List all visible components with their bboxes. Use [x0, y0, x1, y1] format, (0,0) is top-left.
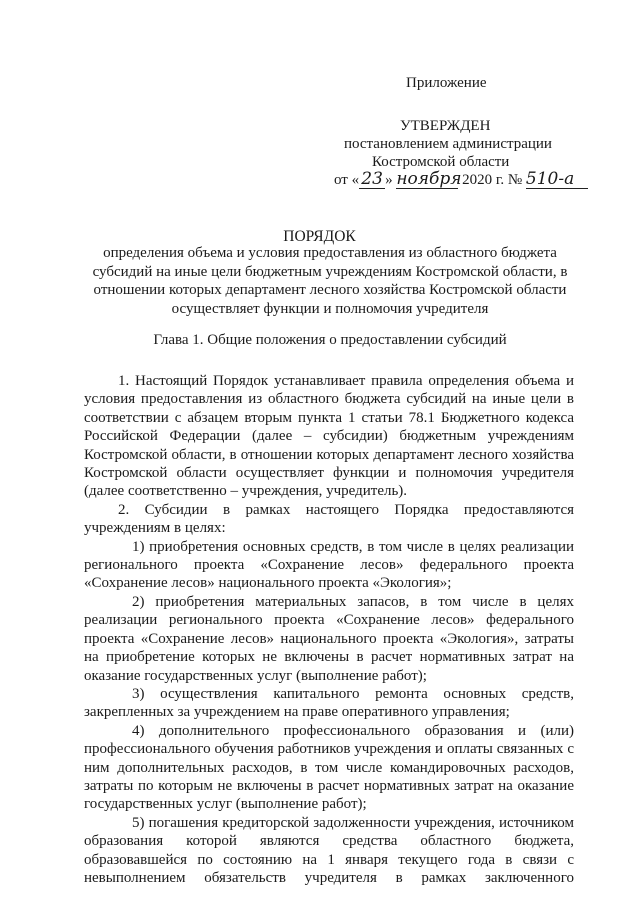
handwritten-month: ноября [396, 169, 462, 189]
list-item: 3) осуществления капитального ремонта основных средств, закрепленных за учреждением на праве оперативного управления; [84, 685, 574, 721]
year-text: 2020 г. № [462, 172, 523, 188]
approval-line-2: Костромской области [372, 154, 510, 170]
handwritten-day: 23 [359, 171, 385, 189]
list-item: 2) приобретения материальных запасов, в том числе в целях реализации регионального проекта «Сохранение лесов» федерального проекта «Сохранение лесов» национального проекта «Экология», затраты на приобретение которых не включены в расчет нормативных затрат на оказание государственных услуг (выполнение работ); [84, 593, 574, 684]
list-item: 1) приобретения основных средств, в том числе в целях реализации регионального проекта «Сохранение лесов» федерального проекта «Сохранение лесов» национального проекта «Экология»; [84, 538, 574, 592]
list-item: 5) погашения кредиторской задолженности учреждения, источником образования которой являются средства областного бюджета, образовавшейся по состоянию на 1 января текущего года в связи с невыполнением обязательств учредителя в рамках заключенного [84, 814, 574, 886]
approved-label: УТВЕРЖДЕН [400, 118, 491, 134]
date-prefix: от « [334, 172, 360, 188]
subtitle-line: определения объема и условия предоставления из областного бюджета [103, 245, 557, 261]
approval-line-1: постановлением администрации [344, 136, 552, 152]
document-title: ПОРЯДОК [283, 228, 356, 245]
approval-date-line [334, 171, 588, 189]
paragraph: 2. Субсидии в рамках настоящего Порядка предоставляются учреждениям в целях: [84, 501, 574, 537]
subtitle-line: отношении которых департамент лесного хозяйства Костромской области [93, 282, 567, 298]
quote-close: » [385, 172, 393, 188]
appendix-label: Приложение [406, 75, 487, 91]
list-item: 4) дополнительного профессионального образования и (или) профессионального обучения работников учреждения и оплаты связанных с ним дополнительных расходов, в том числе командировочных расходов, затраты по которым не включены в расчет нормативных затрат на оказание государственных услуг (выполнение работ); [84, 722, 574, 813]
subtitle-line: субсидий на иные цели бюджетным учреждениям Костромской области, в [92, 263, 568, 280]
chapter-heading: Глава 1. Общие положения о предоставлении субсидий [153, 332, 507, 348]
subtitle-line: осуществляет функции и полномочия учредителя [171, 300, 489, 317]
paragraph: 1. Настоящий Порядок устанавливает правила определения объема и условия предоставления из областного бюджета субсидий на иные цели в соответствии с абзацем вторым пункта 1 статьи 78.1 Бюджетного кодекса Российской Федерации (далее – субсидии) бюджетным учреждениям Костромской области, в отношении которых департамент лесного хозяйства Костромской области осуществляет функции и полномочия учредителя (далее соответственно – учреждения, учредитель). [84, 373, 574, 500]
document-subtitle [60, 244, 600, 318]
handwritten-number: 510-а [526, 171, 588, 189]
document-body [84, 372, 574, 887]
